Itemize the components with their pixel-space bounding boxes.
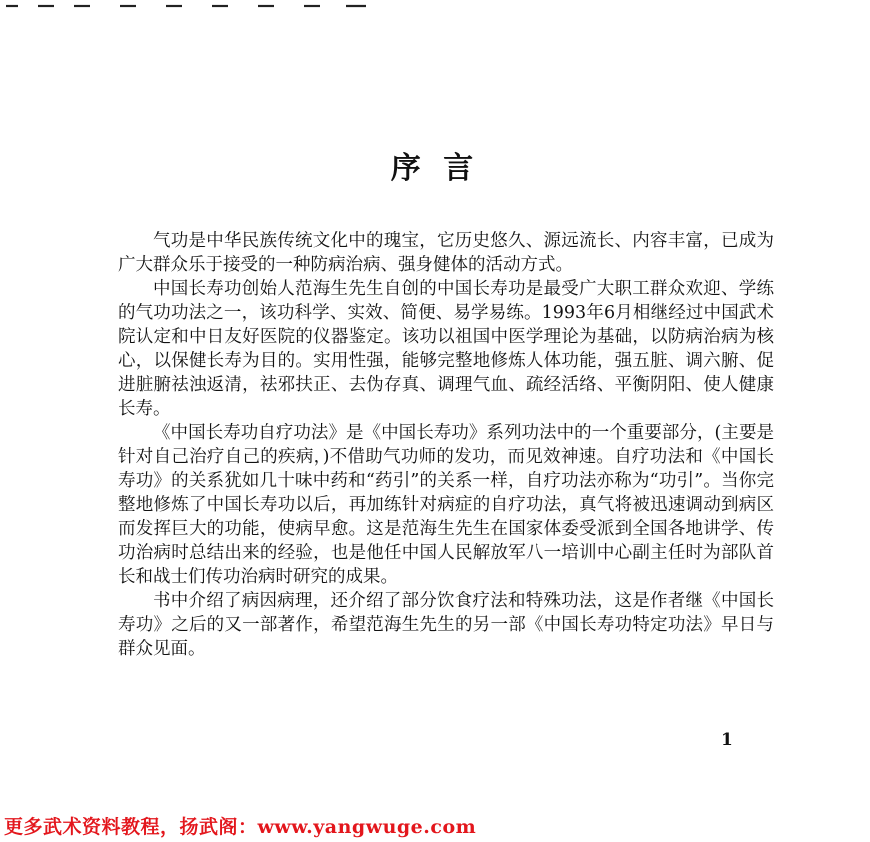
page-number: 1 — [721, 730, 733, 750]
paragraph: 气功是中华民族传统文化中的瑰宝，它历史悠久、源远流长、内容丰富，已成为广大群众乐于接受的一种防病治病、强身健体的活动方式。 — [118, 231, 774, 275]
paragraph: 书中介绍了病因病理，还介绍了部分饮食疗法和特殊功法，这是作者继《中国长寿功》之后的又一部著作，希望范海生先生的另一部《中国长寿功特定功法》早日与群众见面。 — [118, 591, 774, 659]
scan-artifact-dashes — [6, 0, 370, 10]
page-title: 序 言 — [390, 151, 480, 186]
footer-watermark-link[interactable]: 更多武术资料教程，扬武阁：www.yangwuge.com — [4, 816, 477, 838]
paragraph: 中国长寿功创始人范海生先生自创的中国长寿功是最受广大职工群众欢迎、学练的气功功法之一，该功科学、实效、简便、易学易练。1993年6月相继经过中国武术院认定和中日友好医院的仪器鉴定。该功以祖国中医学理论为基础，以防病治病为核心，以保健长寿为目的。实用性强，能够完整地修炼人体功能，强五脏、调六腑、促进脏腑祛浊返清，祛邪扶正、去伪存真、调理气血、疏经活络、平衡阴阳、使人健康长寿。 — [118, 279, 774, 419]
paragraph: 《中国长寿功自疗功法》是《中国长寿功》系列功法中的一个重要部分，(主要是针对自己治疗自己的疾病，)不借助气功师的发功，而见效神速。自疗功法和《中国长寿功》的关系犹如几十味中药和“药引”的关系一样，自疗功法亦称为“功引”。当你完整地修炼了中国长寿功以后，再加练针对病症的自疗功法，真气将被迅速调动到病区而发挥巨大的功能，使病早愈。这是范海生先生在国家体委受派到全国各地讲学、传功治病时总结出来的经验，也是他任中国人民解放军八一培训中心副主任时为部队首长和战士们传功治病时研究的成果。 — [118, 423, 774, 587]
preface-body — [118, 229, 774, 661]
